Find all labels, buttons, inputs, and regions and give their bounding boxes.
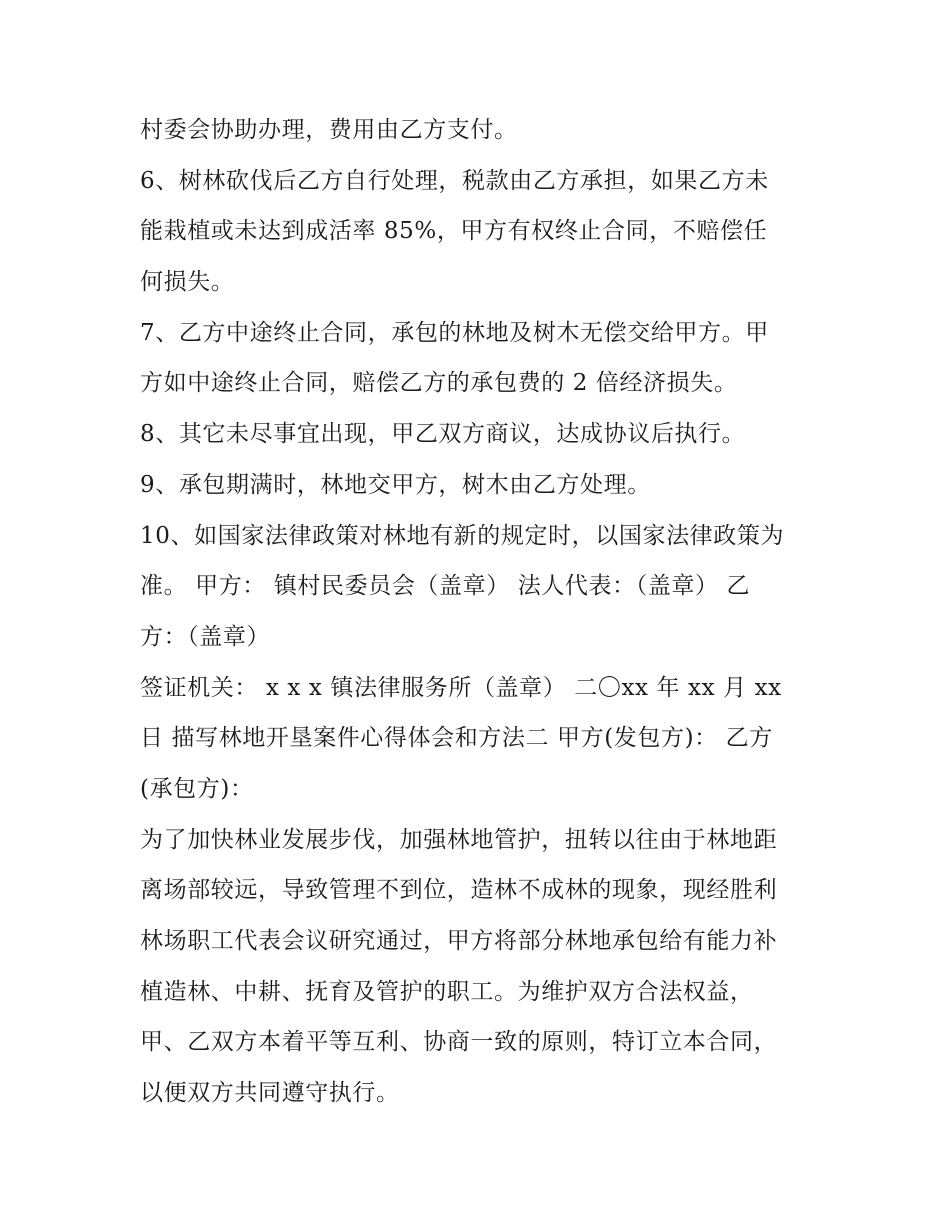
text-line: 植造林、中耕、抚育及管护的职工。为维护双方合法权益，	[140, 978, 754, 1005]
text-line: 方如中途终止合同，赔偿乙方的承包费的 2 倍经济损失。	[140, 370, 738, 397]
text-line: 9、承包期满时，林地交甲方，树木由乙方处理。	[140, 471, 651, 498]
text-line: 离场部较远，导致管理不到位，造林不成林的现象，现经胜利	[140, 877, 778, 904]
text-line: 何损失。	[140, 269, 235, 296]
text-line: 以便双方共同遵守执行。	[140, 1080, 400, 1107]
text-line: 8、其它未尽事宜出现，甲乙双方商议，达成协议后执行。	[140, 421, 746, 448]
text-line: 方：（盖章）	[140, 623, 271, 650]
text-line: 为了加快林业发展步伐，加强林地管护，扭转以往由于林地距	[140, 826, 778, 853]
text-line: 村委会协助办理，费用由乙方支付。	[140, 117, 518, 143]
text-line: 6、树林砍伐后乙方自行处理，税款由乙方承担，如果乙方未	[140, 167, 769, 194]
text-line: 签证机关： x x x 镇法律服务所（盖章） 二〇xx 年 xx 月 xx	[140, 674, 782, 701]
text-line: 准。 甲方： 镇村民委员会（盖章） 法人代表：（盖章） 乙	[140, 573, 751, 600]
text-line: 甲、乙双方本着平等互利、协商一致的原则，特订立本合同，	[140, 1029, 778, 1056]
document-body	[140, 105, 820, 1119]
text-line: 7、乙方中途终止合同，承包的林地及树木无偿交给甲方。甲	[140, 319, 769, 346]
text-line: (承包方)：	[140, 775, 254, 802]
text-line: 10、如国家法律政策对林地有新的规定时，以国家法律政策为	[140, 522, 785, 549]
text-line: 林场职工代表会议研究通过，甲方将部分林地承包给有能力补	[140, 928, 778, 954]
text-line: 日 描写林地开垦案件心得体会和方法二 甲方(发包方)： 乙方	[140, 725, 773, 752]
text-line: 能栽植或未达到成活率 85%，甲方有权终止合同，不赔偿任	[140, 218, 768, 245]
